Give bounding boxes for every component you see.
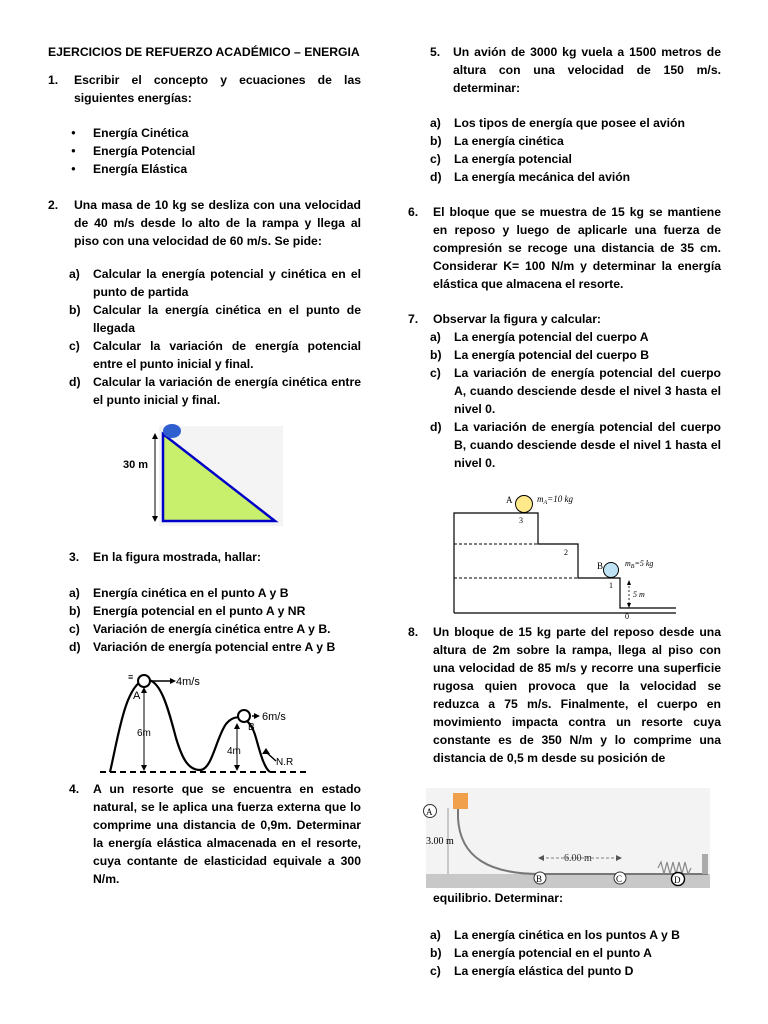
svg-text:4m: 4m: [227, 746, 241, 757]
list-item: c) Variación de energía cinética entre A y B.: [69, 622, 331, 636]
q5-list: [430, 114, 722, 186]
svg-text:0: 0: [625, 612, 629, 620]
list-item: d) Variación de energía potencial entre A y B: [69, 640, 336, 654]
q2-text: Una masa de 10 kg se desliza con una velocidad de 40 m/s desde lo alto de la rampa y llega al piso con una velocidad de 60 m/s. Se pide:: [74, 198, 361, 248]
page-title: EJERCICIOS DE REFUERZO ACADÉMICO – ENERGIA: [48, 45, 360, 59]
ball-b-icon: [238, 710, 250, 722]
list-item: b) La energía potencial del cuerpo B: [430, 348, 650, 362]
ball-a-icon: [138, 675, 150, 687]
q1-text: Escribir el concepto y ecuaciones de las siguientes energías:: [74, 73, 361, 105]
svg-text:2: 2: [564, 548, 568, 557]
q8-number: 8.: [408, 625, 419, 639]
q6-number: 6.: [408, 205, 419, 219]
list-item: a) La energía potencial del cuerpo A: [430, 330, 649, 344]
list-item: b) Calcular la energía cinética en el punto de llegada: [69, 303, 361, 335]
q2-list: [69, 265, 361, 409]
list-item: b) La energía cinética: [430, 134, 564, 148]
list-item: a) Calcular la energía potencial y cinética en el punto de partida: [69, 267, 361, 299]
body-a-icon: [516, 496, 533, 513]
svg-text:B: B: [536, 874, 543, 884]
svg-text:N.R: N.R: [276, 757, 294, 768]
q1-number: 1.: [48, 73, 59, 87]
spring-ramp-figure: [420, 788, 716, 890]
svg-text:mB=5 kg: $m_B=5$ kg: [625, 559, 654, 570]
svg-text:3: 3: [519, 516, 523, 525]
svg-text:A: A: [506, 495, 513, 505]
hills-figure: [100, 668, 370, 778]
q2-number: 2.: [48, 198, 59, 212]
q1-bullet: ● Energía Potencial: [69, 142, 349, 160]
list-item: d) Calcular la variación de energía cinética entre el punto inicial y final.: [69, 375, 361, 407]
svg-text:1: 1: [609, 581, 613, 590]
body-b-icon: [604, 563, 619, 578]
q7-number: 7.: [408, 312, 419, 326]
svg-text:mA=10 kg: $m_A=10$ kg: [537, 494, 573, 506]
list-item: c) La energía potencial: [430, 152, 572, 166]
q5-number: 5.: [430, 45, 441, 59]
svg-text:3.00 m: 3.00 m: [426, 836, 454, 847]
svg-text:A: A: [133, 690, 141, 702]
q6-text: El bloque que se muestra de 15 kg se mantiene en reposo y luego de aplicarle una fuerza de compresión se recoge una distancia de 35 cm. Considerar K= 100 N/m y determinar la energía elástica que almacena el resorte.: [433, 205, 721, 291]
list-item: b) La energía potencial en el punto A: [430, 946, 652, 960]
ramp-figure: [115, 420, 290, 530]
svg-text:C: C: [616, 874, 623, 884]
svg-text:B: B: [248, 722, 255, 733]
q8-list: [430, 926, 721, 980]
ball-icon: [163, 424, 181, 438]
svg-text:6.00 m: 6.00 m: [564, 853, 592, 864]
q4-number: 4.: [69, 782, 80, 796]
list-item: a) Los tipos de energía que posee el avión: [430, 116, 685, 130]
q1-bullet: ● Energía Cinética: [69, 124, 349, 142]
q3-list: [69, 584, 361, 656]
q1-bullets: [69, 124, 349, 178]
svg-text:A: A: [426, 807, 433, 817]
list-item: a) Energía cinética en el punto A y B: [69, 586, 289, 600]
svg-text:5 m: 5 m: [633, 590, 645, 599]
list-item: c) La variación de energía potencial del cuerpo A, cuando desciende desde el nivel 3 hasta el nivel 0.: [430, 366, 721, 416]
q8-continuation: equilibrio. Determinar:: [433, 891, 564, 905]
q1-bullet: ● Energía Elástica: [69, 160, 349, 178]
list-item: d) La variación de energía potencial del cuerpo B, cuando desciende desde el nivel 1 hasta el nivel 0.: [430, 420, 721, 470]
list-item: d) La energía mecánica del avión: [430, 170, 631, 184]
svg-text:4m/s: 4m/s: [176, 676, 200, 688]
list-item: b) Energía potencial en el punto A y NR: [69, 604, 306, 618]
levels-figure: [440, 488, 680, 620]
svg-text:6m: 6m: [137, 728, 151, 739]
q3-number: 3.: [69, 550, 80, 564]
list-item: a) La energía cinética en los puntos A y B: [430, 928, 680, 942]
height-label: 30 m: [123, 459, 149, 471]
q8-text: Un bloque de 15 kg parte del reposo desde una altura de 2m sobre la rampa, llega al piso con una velocidad de 85 m/s y recorre una superficie rugosa quien provoca que la velocidad se reduzca a 75 m/s. Finalmente, el cuerpo en movimiento impacta contra un resorte cuya constante es de 350 N/m y lo comprime una distancia de 0,5 m desde su posición de: [433, 625, 721, 765]
svg-text:D: D: [674, 875, 681, 885]
q3-text: En la figura mostrada, hallar:: [93, 550, 261, 564]
q5-text: Un avión de 3000 kg vuela a 1500 metros de altura con una velocidad de 150 m/s. determinar:: [453, 45, 721, 95]
svg-text:6m/s: 6m/s: [262, 711, 286, 723]
list-item: c) Calcular la variación de energía potencial entre el punto inicial y final.: [69, 339, 361, 371]
q7-text: Observar la figura y calcular:: [433, 312, 601, 326]
q4-text: A un resorte que se encuentra en estado natural, se le aplica una fuerza externa que lo comprime una distancia de 0,9m. Determinar la energía elástica almacenada en el resorte, cuya contante de elasticidad equivale a 300 N/m.: [93, 782, 361, 886]
q7-list: [430, 328, 721, 472]
block-icon: [453, 793, 468, 809]
svg-text:≡: ≡: [128, 672, 134, 682]
list-item: c) La energía elástica del punto D: [430, 964, 634, 978]
svg-text:B: B: [597, 561, 604, 571]
